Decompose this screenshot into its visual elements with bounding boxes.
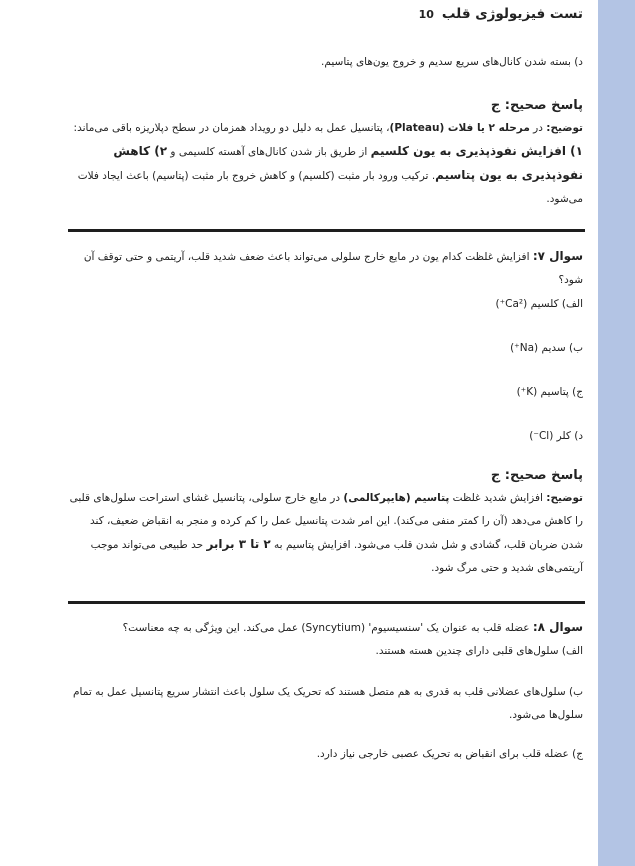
option-b: ب) سلول‌های عضلانی قلب به قدری به هم متصل هستند که تحریک یک سلول باعث انتشار سریع پتانسیل عمل به تمام سلول‌ها می‌شود. — [73, 686, 583, 721]
exp-bold: ۲ تا ۳ برابر — [206, 537, 271, 551]
exp-text: . ترکیب ورود بار مثبت (کلسیم) و کاهش خروج بار مثبت (پتاسیم) باعث ایجاد فلات می‌شود. — [77, 170, 583, 205]
explanation — [68, 487, 583, 580]
question-label: سوال ۷: — [532, 249, 583, 263]
question-8 — [68, 616, 583, 766]
option-d-text: د) بسته شدن کانال‌های سریع سدیم و خروج یون‌های پتاسیم. — [321, 56, 583, 68]
exp-text: افزایش شدید غلظت — [449, 492, 547, 504]
exp-text: در مایع خارج سلولی، پتانسیل غشای استراحت سلول‌های قلبی را کاهش می‌دهد (آن را کمتر منفی می‌کند). این امر شدت پتانسیل عمل را کم کرده و منجر به انقباض ضعیف، کند شدن ضربان قلب، گشادی و شل شدن قلب می‌شود. افزایش پتاسیم به — [69, 492, 583, 551]
question-body: افزایش غلظت کدام یون در مایع خارج سلولی می‌تواند باعث ضعف شدید قلب، آریتمی و حتی توقف آن شود؟ — [83, 251, 583, 286]
exp-bold: ۲) کاهش نفوذپذیری به یون پتاسیم — [113, 144, 583, 182]
question-7 — [68, 245, 583, 446]
explanation-label: توضیح: — [546, 492, 583, 504]
page-header — [68, 6, 583, 22]
exp-bold: ۱) افزایش نفوذپذیری به یون کلسیم — [370, 144, 583, 158]
answer-label: پاسخ صحیح: ج — [490, 468, 583, 483]
question-label: سوال ۸: — [532, 620, 583, 634]
exp-text: حد طبیعی می‌تواند موجب آریتمی‌های شدید و حتی مرگ شود. — [90, 539, 583, 574]
exp-bold: مرحله ۲ یا فلات (Plateau) — [389, 122, 530, 134]
section-divider — [68, 229, 585, 232]
question-body: عضله قلب به عنوان یک 'سنسیسیوم' (Syncytium) عمل می‌کند. این ویژگی به چه معناست؟ — [122, 622, 533, 634]
option-b: ب) سدیم (Na⁺) — [510, 342, 583, 354]
option-a: الف) کلسیم (Ca²⁺) — [495, 298, 583, 310]
q7-answer-block — [68, 465, 583, 580]
section-divider — [68, 601, 585, 604]
option-c: ج) عضله قلب برای انقباض به تحریک عصبی خارجی نیاز دارد. — [316, 748, 583, 760]
exp-bold: پتاسیم (هایپرکالمی) — [343, 492, 450, 504]
answer-label: پاسخ صحیح: ج — [490, 98, 583, 113]
page-title: تست فیزیولوژی قلب — [441, 6, 583, 22]
exp-text: ، پتانسیل عمل به دلیل دو رویداد همزمان در سطح دپلاریزه باقی می‌ماند: — [73, 122, 390, 134]
explanation — [68, 117, 583, 211]
option-d: د) کلر (Cl⁻) — [529, 430, 583, 442]
page-number: 10 — [418, 7, 434, 21]
side-color-bar — [598, 0, 635, 866]
question-8-text — [68, 616, 583, 640]
option-a: الف) سلول‌های قلبی دارای چندین هسته هستند. — [375, 645, 583, 657]
q6-answer-block — [68, 95, 583, 211]
exp-text: در — [529, 122, 547, 134]
explanation-label: توضیح: — [546, 122, 583, 134]
question-7-text — [68, 245, 583, 292]
option-c: ج) پتاسیم (K⁺) — [516, 386, 583, 398]
exp-text: از طریق باز شدن کانال‌های آهسته کلسیمی و — [167, 146, 371, 158]
q6-option-d — [68, 51, 583, 74]
